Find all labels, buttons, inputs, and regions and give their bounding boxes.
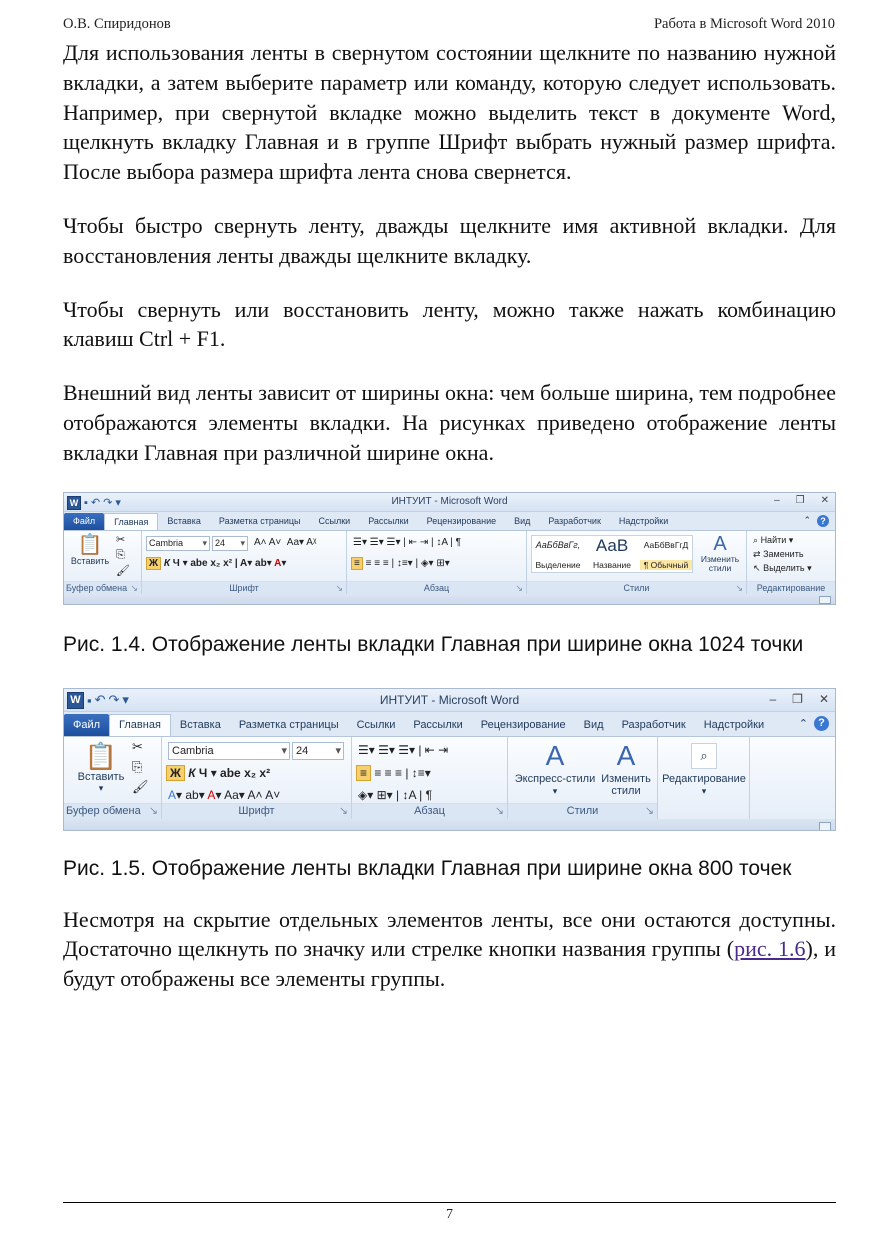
paragraph-3: Чтобы свернуть или восстановить ленту, можно также нажать комбинацию клавиш Ctrl + F1. bbox=[63, 296, 836, 352]
figure-caption-1: Рис. 1.4. Отображение ленты вкладки Главная при ширине окна 1024 точки bbox=[63, 632, 804, 656]
editing-label: Редактирование bbox=[662, 772, 746, 785]
group-paragraph bbox=[347, 531, 527, 594]
help-icon[interactable]: ? bbox=[814, 716, 829, 731]
footer-rule bbox=[63, 1202, 836, 1203]
tab-references[interactable]: Ссылки bbox=[356, 718, 396, 731]
align-icons[interactable]: ≡ ≡ ≡ ≡ | ↕≡▾ | ◈▾ ⊞▾ bbox=[351, 558, 450, 569]
list-icons[interactable]: ☰▾ ☰▾ ☰▾ | ⇤ ⇥ bbox=[358, 742, 449, 757]
change-styles-icon: A bbox=[616, 739, 636, 771]
group-styles bbox=[527, 531, 747, 594]
help-icon[interactable]: ? bbox=[817, 515, 829, 527]
ruler-strip bbox=[64, 594, 835, 605]
window-controls bbox=[769, 692, 829, 706]
page-header bbox=[63, 16, 835, 34]
tab-references[interactable]: Ссылки bbox=[318, 515, 351, 526]
font-size-field[interactable]: 24 ▾ bbox=[212, 536, 248, 551]
font-name-field[interactable]: Cambria ▾ bbox=[168, 742, 290, 760]
clipboard-icon: 📋 bbox=[77, 533, 103, 556]
copy-icon[interactable]: ⎘ bbox=[116, 548, 125, 561]
group-label-editing: Редактирование bbox=[747, 581, 835, 594]
express-styles-icon: A bbox=[545, 739, 565, 771]
express-styles-button[interactable]: A Экспресс-стили ▾ bbox=[512, 739, 598, 797]
tab-home[interactable]: Главная bbox=[104, 513, 158, 530]
group-clipboard bbox=[64, 531, 142, 594]
change-styles-icon: A bbox=[713, 532, 727, 555]
group-label-font: Шрифт ↘ bbox=[142, 581, 346, 594]
style-name-normal: ¶ Обычный bbox=[640, 560, 692, 570]
paragraph-2: Чтобы быстро свернуть ленту, дважды щелкните имя активной вкладки. Для восстановления ленты дважды щелкните вкладку. bbox=[63, 212, 836, 268]
restore-icon[interactable]: ❐ bbox=[792, 691, 803, 706]
tab-review[interactable]: Рецензирование bbox=[426, 515, 497, 526]
group-font bbox=[162, 737, 352, 819]
group-label-styles: Стили ↘ bbox=[527, 581, 746, 594]
tab-developer[interactable]: Разработчик bbox=[548, 515, 601, 526]
ribbon-body bbox=[64, 530, 835, 594]
style-name-emphasis: Выделение bbox=[535, 559, 581, 570]
group-label-styles: Стили ↘ bbox=[508, 803, 657, 819]
shading-border-icons[interactable]: ◈▾ ⊞▾ | ↕A | ¶ bbox=[358, 787, 433, 802]
paste-button[interactable] bbox=[70, 534, 110, 566]
title-bar bbox=[64, 689, 835, 712]
font-name-field[interactable]: Cambria ▾ bbox=[146, 536, 210, 551]
group-paragraph bbox=[352, 737, 508, 819]
tab-mailings[interactable]: Рассылки bbox=[413, 718, 463, 731]
list-icons[interactable]: ☰▾ ☰▾ ☰▾ | ⇤ ⇥ | ↕A | ¶ bbox=[353, 536, 461, 548]
express-styles-label: Экспресс-стили bbox=[514, 772, 596, 785]
group-clipboard bbox=[64, 737, 162, 819]
paste-button[interactable]: 📋 Вставить ▾ bbox=[70, 741, 132, 794]
ribbon-figure-1024 bbox=[63, 492, 836, 605]
group-label-font: Шрифт ↘ bbox=[162, 803, 351, 819]
page-number: 7 bbox=[446, 1207, 453, 1222]
font-size-field[interactable]: 24 ▾ bbox=[292, 742, 344, 760]
group-styles bbox=[508, 737, 658, 819]
close-icon[interactable]: ✕ bbox=[820, 494, 829, 506]
title-bar bbox=[64, 493, 835, 512]
window-title: ИНТУИТ - Microsoft Word bbox=[379, 692, 520, 707]
group-label-clipboard: Буфер обмена ↘ bbox=[64, 581, 141, 594]
page-body bbox=[63, 38, 836, 994]
group-label-paragraph: Абзац ↘ bbox=[347, 581, 526, 594]
change-styles-label: Изменить стили bbox=[700, 553, 740, 573]
group-editing bbox=[658, 737, 750, 819]
tab-review[interactable]: Рецензирование bbox=[480, 718, 566, 731]
close-icon[interactable]: ✕ bbox=[818, 691, 829, 706]
tab-addins[interactable]: Надстройки bbox=[618, 515, 669, 526]
tab-developer[interactable]: Разработчик bbox=[621, 718, 686, 731]
ribbon-tabs bbox=[64, 712, 835, 736]
tab-mailings[interactable]: Рассылки bbox=[368, 515, 409, 526]
ribbon-body bbox=[64, 736, 835, 819]
tab-home[interactable]: Главная bbox=[109, 714, 171, 736]
binoculars-icon: ⌕ bbox=[753, 534, 759, 545]
change-styles-button[interactable] bbox=[697, 533, 743, 573]
paragraph-1: Для использования ленты в свернутом состоянии щелкните по названию нужной вкладки, а затем выберите параметр или команду, которую следует использовать. Например, при свернутой вкладке можно выделить текст в документе Word, щелкнуть вкладку Главная и в группе Шрифт выбрать нужный размер шрифта. После выбора размера шрифта лента снова свернется. bbox=[63, 40, 836, 185]
ribbon-figure-800 bbox=[63, 688, 836, 831]
ruler-strip bbox=[64, 819, 835, 831]
format-painter-icon[interactable]: 🖌 bbox=[116, 564, 130, 577]
copy-icon[interactable]: ⎘ bbox=[132, 758, 143, 774]
change-styles-label: Изменить стили bbox=[601, 772, 651, 797]
style-preview-title: АаВ bbox=[595, 535, 629, 555]
paste-label: Вставить bbox=[77, 770, 125, 783]
tab-view[interactable]: Вид bbox=[514, 515, 531, 526]
find-button[interactable]: ⌕ Найти ▾ bbox=[753, 534, 794, 545]
group-editing bbox=[747, 531, 835, 594]
cursor-icon: ↖ bbox=[753, 562, 761, 573]
customize-icon[interactable]: ▾ bbox=[122, 692, 129, 708]
style-gallery[interactable] bbox=[531, 535, 693, 573]
redo-icon[interactable]: ↷ bbox=[103, 497, 113, 510]
change-styles-button[interactable] bbox=[598, 739, 654, 797]
format-painter-icon[interactable]: 🖌 bbox=[132, 778, 149, 794]
cut-icon[interactable]: ✂ bbox=[116, 533, 126, 546]
minimize-ribbon-icon[interactable]: ⌃ bbox=[803, 515, 811, 526]
font-color-icons[interactable]: A▾ ab▾ A▾ Aa▾ A˄ A˅ bbox=[168, 787, 281, 802]
clipboard-icon: 📋 bbox=[84, 740, 118, 771]
window-controls bbox=[774, 495, 829, 506]
style-preview-normal: АаБбВвГгД bbox=[643, 539, 689, 550]
ribbon-controls bbox=[803, 515, 829, 527]
save-icon[interactable]: ▪ bbox=[84, 496, 88, 509]
tab-page-layout[interactable]: Разметка страницы bbox=[238, 718, 339, 731]
ribbon-tabs bbox=[64, 512, 835, 530]
undo-icon[interactable]: ↶ bbox=[94, 692, 106, 708]
ribbon-controls bbox=[799, 716, 829, 731]
paragraph-5: Несмотря на скрытие отдельных элементов ленты, все они остаются доступны. Достаточно щелкнуть по значку или стрелке кнопки названия группы (рис. 1.6), и будут отображены все элементы группы. bbox=[63, 906, 836, 992]
select-button[interactable]: ↖ Выделить ▾ bbox=[753, 562, 812, 573]
replace-icon: ⇄ bbox=[753, 548, 761, 559]
tab-file[interactable]: Файл bbox=[64, 513, 104, 530]
tab-insert[interactable]: Вставка bbox=[179, 718, 221, 731]
paragraph-4: Внешний вид ленты зависит от ширины окна: чем больше ширина, тем подробнее отображаются элементы вкладки. На рисунках приведено отображение ленты вкладки Главная при различной ширине окна. bbox=[63, 380, 836, 465]
save-icon[interactable]: ▪ bbox=[87, 692, 92, 708]
group-label-clipboard: Буфер обмена ↘ bbox=[64, 803, 161, 819]
group-font bbox=[142, 531, 347, 594]
align-icons[interactable]: ≡ ≡ ≡ ≡ | ↕≡▾ bbox=[356, 766, 431, 780]
ruler-toggle[interactable] bbox=[819, 596, 831, 604]
style-name-title: Название bbox=[593, 559, 631, 570]
tab-addins[interactable]: Надстройки bbox=[703, 718, 765, 731]
redo-icon[interactable]: ↷ bbox=[108, 692, 120, 708]
editing-button[interactable]: ⌕ Редактирование ▾ bbox=[658, 739, 750, 797]
figure-caption-2: Рис. 1.5. Отображение ленты вкладки Главная при ширине окна 800 точек bbox=[63, 856, 792, 880]
group-label-paragraph: Абзац ↘ bbox=[352, 803, 507, 819]
header-title: Работа в Microsoft Word 2010 bbox=[653, 16, 835, 32]
figure-1-6-link[interactable]: рис. 1.6 bbox=[734, 936, 806, 962]
minimize-ribbon-icon[interactable]: ⌃ bbox=[798, 717, 808, 730]
minimize-icon[interactable]: – bbox=[774, 494, 780, 506]
replace-button[interactable]: ⇄ Заменить bbox=[753, 548, 804, 559]
window-title: ИНТУИТ - Microsoft Word bbox=[391, 495, 508, 507]
minimize-icon[interactable]: – bbox=[769, 691, 777, 706]
header-author: О.В. Спиридонов bbox=[63, 16, 171, 32]
word-logo-icon: W bbox=[67, 496, 81, 510]
customize-icon[interactable]: ▾ bbox=[115, 497, 121, 510]
tab-page-layout[interactable]: Разметка страницы bbox=[218, 515, 301, 526]
paste-label: Вставить bbox=[70, 555, 110, 566]
grow-shrink-font-icon[interactable]: A˄ A˅ Aa▾ Aᵡ bbox=[254, 536, 317, 548]
cut-icon[interactable]: ✂ bbox=[132, 738, 143, 754]
font-format-icons[interactable]: Ж К Ч ▾ abe x₂ x² | A▾ ab▾ A▾ bbox=[146, 558, 286, 569]
ruler-toggle[interactable] bbox=[819, 822, 831, 831]
binoculars-icon: ⌕ bbox=[691, 743, 717, 769]
tab-insert[interactable]: Вставка bbox=[167, 515, 201, 526]
word-logo-icon: W bbox=[67, 692, 84, 709]
restore-icon[interactable]: ❐ bbox=[795, 494, 805, 506]
tab-view[interactable]: Вид bbox=[583, 718, 604, 731]
tab-file[interactable]: Файл bbox=[64, 714, 109, 736]
font-format-icons[interactable]: Ж К Ч ▾ abe x₂ x² bbox=[166, 766, 270, 780]
style-preview-emphasis: АаБбВвГг, bbox=[535, 539, 581, 550]
undo-icon[interactable]: ↶ bbox=[90, 497, 101, 510]
